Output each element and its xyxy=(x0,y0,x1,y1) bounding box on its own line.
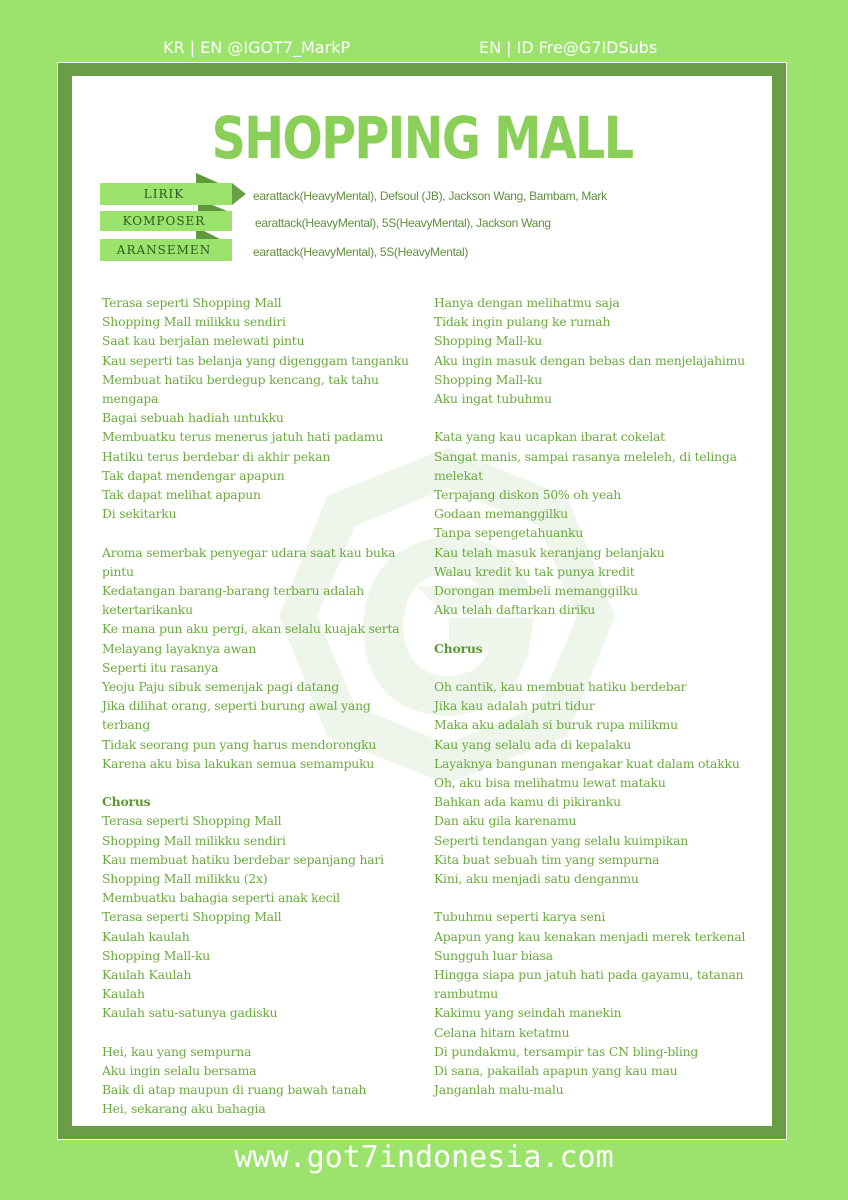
lyric-line: Sangat manis, sampai rasanya meleleh, di telinga melekat xyxy=(434,448,737,483)
lyric-line: Karena aku bisa lakukan semua semampuku xyxy=(102,755,375,771)
lyric-line: Dorongan membeli memanggilku xyxy=(434,583,638,599)
lyrics-column-left xyxy=(102,293,420,1119)
lyric-line: Jika dilihat orang, seperti burung awal yang terbang xyxy=(102,698,371,733)
lyric-line: Kaulah xyxy=(102,986,145,1002)
lyric-line: Kau seperti tas belanja yang digenggam tanganku xyxy=(102,352,409,368)
lyric-line: Di pundakmu, tersampir tas CN bling-bling xyxy=(434,1043,699,1059)
lyric-line: Dan aku gila karenamu xyxy=(434,813,577,829)
lyric-line: Oh, aku bisa melihatmu lewat mataku xyxy=(434,775,666,791)
lyric-line: Kaulah Kaulah xyxy=(102,967,192,983)
lyric-line: Bagai sebuah hadiah untukku xyxy=(102,410,284,426)
lyric-line: Shopping Mall-ku xyxy=(434,333,543,349)
lyric-line: Membuatku terus menerus jatuh hati padamu xyxy=(102,429,384,445)
lyric-line: Hatiku terus berdebar di akhir pekan xyxy=(102,448,331,464)
lyric-line: Aku ingin selalu bersama xyxy=(102,1063,257,1079)
lyric-line: Sungguh luar biasa xyxy=(434,947,553,963)
lyric-line: Tidak seorang pun yang harus mendorongku xyxy=(102,736,377,752)
poster-frame xyxy=(57,62,787,1140)
lyric-line: Ke mana pun aku pergi, akan selalu kuajak serta xyxy=(102,621,400,637)
stanza-break xyxy=(434,658,764,677)
lyric-line: Terpajang diskon 50% oh yeah xyxy=(434,487,622,503)
lyric-line: Di sekitarku xyxy=(102,506,177,522)
credit-label-arranger: ARANSEMEN xyxy=(116,243,212,257)
lyric-line: Hingga siapa pun jatuh hati pada gayamu, tatanan rambutmu xyxy=(434,967,744,1002)
lyrics-sheet xyxy=(72,76,772,1126)
credit-label-composer: KOMPOSER xyxy=(122,214,206,228)
lyric-line: Shopping Mall milikku sendiri xyxy=(102,832,286,848)
lyric-line: Yeoju Paju sibuk semenjak pagi datang xyxy=(102,679,340,695)
lyric-line: Di sana, pakailah apapun yang kau mau xyxy=(434,1063,678,1079)
lyric-line: Godaan memanggilku xyxy=(434,506,568,522)
lyric-line: Maka aku adalah si buruk rupa milikmu xyxy=(434,717,678,733)
stanza-break xyxy=(102,1023,420,1042)
credit-label-lyrics: LIRIK xyxy=(143,187,185,201)
lyric-line: Shopping Mall milikku sendiri xyxy=(102,314,286,330)
lyric-line: Kau telah masuk keranjang belanjaku xyxy=(434,544,665,560)
lyric-line: Janganlah malu-malu xyxy=(434,1082,564,1098)
section-heading: Chorus xyxy=(102,794,151,810)
stanza-break xyxy=(102,773,420,792)
lyric-line: Aku telah daftarkan diriku xyxy=(434,602,596,618)
lyric-line: Hei, kau yang sempurna xyxy=(102,1043,252,1059)
stanza-break xyxy=(102,523,420,542)
lyric-line: Kakimu yang seindah manekin xyxy=(434,1005,622,1021)
song-title: SHOPPING MALL xyxy=(211,104,633,172)
translator-credit-left: KR | EN @IGOT7_MarkP xyxy=(163,38,351,57)
stanza-break xyxy=(434,408,764,427)
lyric-line: Walau kredit ku tak punya kredit xyxy=(434,563,635,579)
lyrics-column-right xyxy=(434,293,764,1099)
lyric-line: Terasa seperti Shopping Mall xyxy=(102,813,282,829)
lyric-line: Kata yang kau ucapkan ibarat cokelat xyxy=(434,429,665,445)
lyric-line: Celana hitam ketatmu xyxy=(434,1024,570,1040)
lyric-line: Tidak ingin pulang ke rumah xyxy=(434,314,611,330)
lyric-line: Kau yang selalu ada di kepalaku xyxy=(434,736,631,752)
lyric-line: Membuatku bahagia seperti anak kecil xyxy=(102,890,340,906)
lyric-line: Tak dapat melihat apapun xyxy=(102,487,261,503)
lyric-line: Melayang layaknya awan xyxy=(102,640,257,656)
section-heading: Chorus xyxy=(434,640,483,656)
song-credits xyxy=(100,171,760,281)
lyric-line: Tubuhmu seperti karya seni xyxy=(434,909,606,925)
credit-value-arranger: earattack(HeavyMental), 5S(HeavyMental) xyxy=(253,245,469,259)
credit-value-composer: earattack(HeavyMental), 5S(HeavyMental), Jackson Wang xyxy=(255,216,551,230)
lyric-line: Aroma semerbak penyegar udara saat kau buka pintu xyxy=(102,544,396,579)
top-credits xyxy=(0,36,848,60)
lyric-line: Seperti itu rasanya xyxy=(102,659,219,675)
lyric-line: Hei, sekarang aku bahagia xyxy=(102,1101,266,1117)
translator-credit-right: EN | ID Fre@G7IDSubs xyxy=(479,38,658,57)
lyric-line: Seperti tendangan yang selalu kuimpikan xyxy=(434,832,689,848)
lyric-line: Kaulah kaulah xyxy=(102,928,190,944)
lyric-line: Baik di atap maupun di ruang bawah tanah xyxy=(102,1082,367,1098)
lyric-line: Bahkan ada kamu di pikiranku xyxy=(434,794,621,810)
stanza-break xyxy=(434,888,764,907)
lyric-line: Shopping Mall-ku xyxy=(434,371,543,387)
lyric-line: Kita buat sebuah tim yang sempurna xyxy=(434,851,660,867)
lyric-line: Aku ingin masuk dengan bebas dan menjelajahimu xyxy=(434,352,745,368)
lyric-line: Kau membuat hatiku berdebar sepanjang hari xyxy=(102,851,384,867)
lyric-line: Tanpa sepengetahuanku xyxy=(434,525,584,541)
lyric-line: Tak dapat mendengar apapun xyxy=(102,467,285,483)
lyric-line: Terasa seperti Shopping Mall xyxy=(102,909,282,925)
lyric-line: Kaulah satu-satunya gadisku xyxy=(102,1005,278,1021)
lyric-line: Membuat hatiku berdegup kencang, tak tahu mengapa xyxy=(102,371,379,407)
lyric-line: Layaknya bangunan mengakar kuat dalam otakku xyxy=(434,755,740,771)
lyric-line: Shopping Mall milikku (2x) xyxy=(102,871,268,887)
lyric-line: Kini, aku menjadi satu denganmu xyxy=(434,871,639,887)
credit-value-lyrics: earattack(HeavyMental), Defsoul (JB), Jackson Wang, Bambam, Mark xyxy=(253,189,607,203)
lyric-line: Hanya dengan melihatmu saja xyxy=(434,295,620,310)
lyric-line: Aku ingat tubuhmu xyxy=(434,391,552,407)
lyric-line: Shopping Mall-ku xyxy=(102,947,211,963)
stanza-break xyxy=(434,619,764,638)
lyric-line: Terasa seperti Shopping Mall xyxy=(102,295,282,310)
lyric-line: Apapun yang kau kenakan menjadi merek terkenal xyxy=(434,928,746,944)
lyric-line: Saat kau berjalan melewati pintu xyxy=(102,333,305,349)
lyric-line: Oh cantik, kau membuat hatiku berdebar xyxy=(434,679,687,695)
website-url: www.got7indonesia.com xyxy=(234,1140,614,1175)
lyric-line: Kedatangan barang-barang terbaru adalah ketertarikanku xyxy=(102,583,364,618)
lyric-line: Jika kau adalah putri tidur xyxy=(434,698,595,714)
